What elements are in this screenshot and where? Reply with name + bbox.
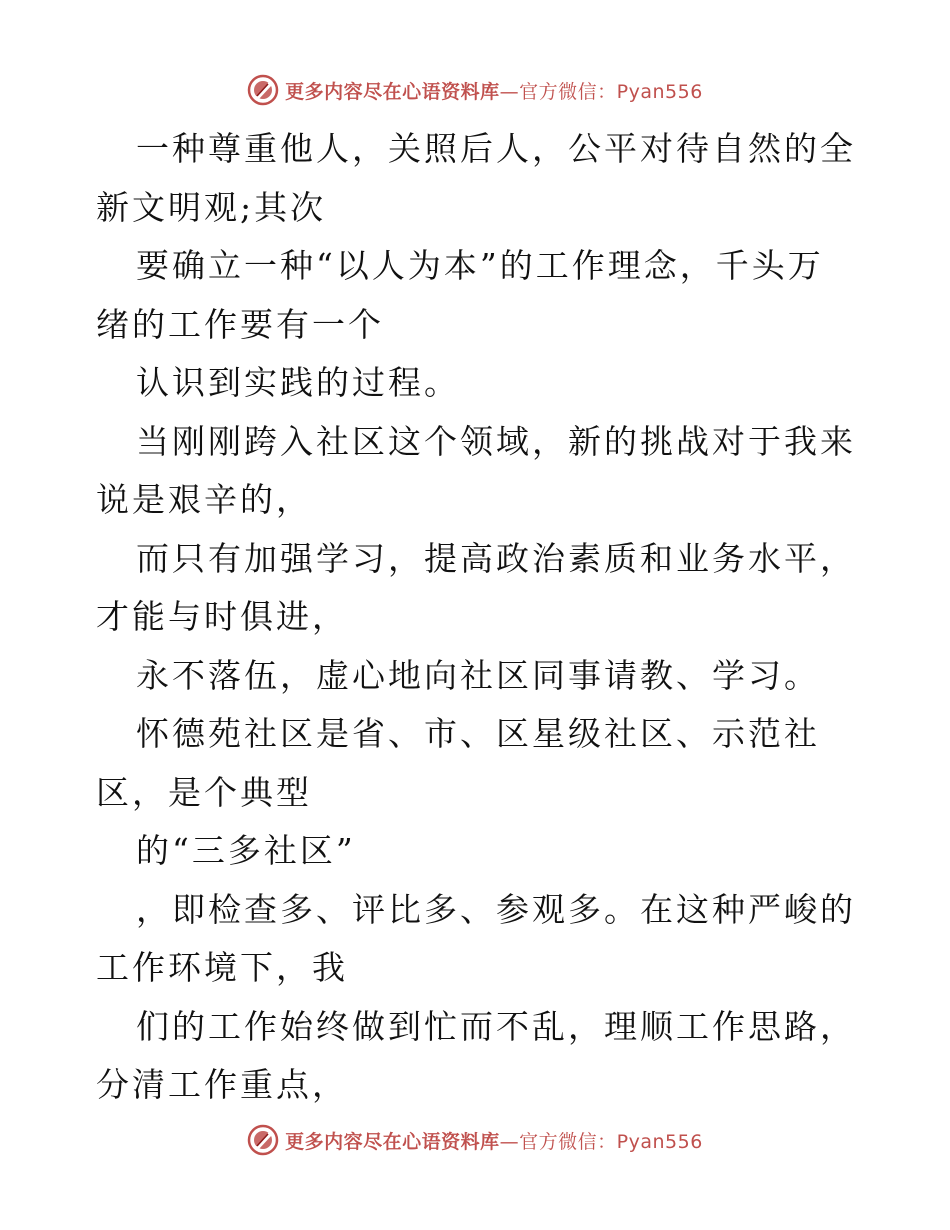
- paragraph-1: 一种尊重他人，关照后人，公平对待自然的全新文明观;其次: [96, 129, 856, 227]
- footer-banner-text: [285, 1127, 703, 1154]
- paragraph-3: 认识到实践的过程。: [136, 363, 460, 402]
- footer-banner: [0, 1120, 950, 1160]
- header-banner: [0, 70, 950, 110]
- header-wechat-text: 官方微信：Pyan556: [519, 80, 703, 103]
- paragraph-8: 的“三多社区”: [136, 831, 356, 870]
- paragraph-10: 们的工作始终做到忙而不乱，理顺工作思路，分清工作重点，: [96, 1006, 856, 1104]
- header-separator: —: [499, 80, 520, 103]
- header-banner-text: [285, 77, 703, 104]
- header-site-text: 更多内容尽在心语资料库: [285, 80, 500, 103]
- paragraph-5: 而只有加强学习，提高政治素质和业务水平，才能与时俱进，: [96, 538, 856, 636]
- footer-site-text: 更多内容尽在心语资料库: [285, 1130, 500, 1153]
- paragraph-6: 永不落伍，虚心地向社区同事请教、学习。: [136, 655, 820, 695]
- document-body: [96, 120, 856, 1115]
- paragraph-4: 当刚刚跨入社区这个领域，新的挑战对于我来说是艰辛的，: [96, 421, 856, 519]
- footer-separator: —: [499, 1130, 520, 1153]
- footer-wechat-text: 官方微信：Pyan556: [519, 1130, 703, 1153]
- paragraph-2: 要确立一种“以人为本”的工作理念，千头万绪的工作要有一个: [96, 246, 824, 344]
- pen-nib-logo-icon: [247, 74, 279, 106]
- paragraph-9: ，即检查多、评比多、参观多。在这种严峻的工作环境下，我: [96, 889, 856, 987]
- paragraph-7: 怀德苑社区是省、市、区星级社区、示范社区，是个典型: [96, 714, 820, 812]
- pen-nib-logo-icon: [247, 1124, 279, 1156]
